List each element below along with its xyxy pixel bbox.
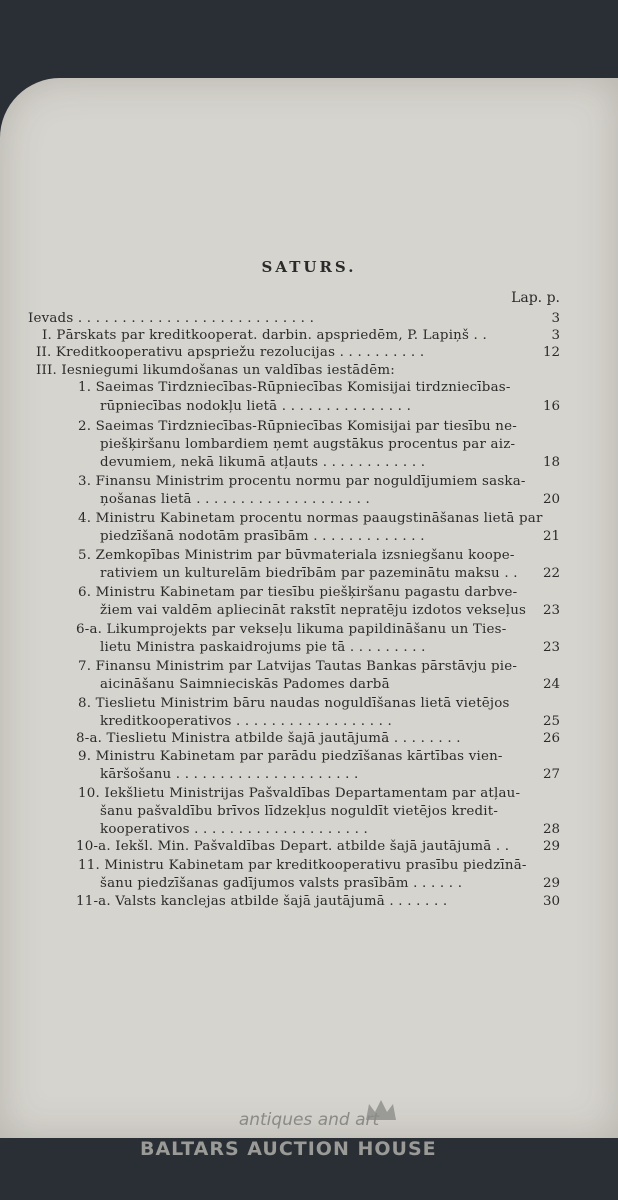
toc-line: 4. Ministru Kabinetam procentu normas paaugstināšanas lietā par: [78, 511, 543, 526]
toc-page-number: 21: [542, 529, 560, 544]
toc-line: 6-a. Likumprojekts par vekseļu likuma papildināšanu un Ties-: [76, 622, 507, 637]
toc-line: šanu pašvaldību brīvos līdzekļus noguldīt vietējos kredit-: [100, 804, 499, 819]
toc-line: kooperativos . . . . . . . . . . . . . . . . . . . .: [100, 822, 368, 837]
toc-line: žiem vai valdēm apliecināt rakstīt nepratēju izdotos vekseļus: [100, 603, 527, 618]
toc-line: 3. Finansu Ministrim procentu normu par noguldījumiem saska-: [78, 474, 526, 489]
watermark-brand: BALTARS AUCTION HOUSE: [140, 1138, 437, 1160]
toc-page-number: 26: [542, 731, 560, 746]
toc-line: 8. Tieslietu Ministrim bāru naudas noguldīšanas lietā vietējos: [78, 696, 510, 711]
toc-line: 2. Saeimas Tirdzniecības-Rūpniecības Komisijai par tiesību ne-: [78, 419, 517, 434]
toc-page-number: 3: [551, 311, 560, 326]
toc-line: Ievads . . . . . . . . . . . . . . . . . . . . . . . . . . .: [28, 311, 315, 326]
toc-line: kāršošanu . . . . . . . . . . . . . . . . . . . . .: [100, 767, 359, 782]
contents-title: SATURS.: [261, 258, 357, 276]
toc-line: 1. Saeimas Tirdzniecības-Rūpniecības Komisijai tirdzniecības-: [78, 380, 511, 395]
toc-page-number: 20: [542, 492, 560, 507]
toc-line: šanu piedzīšanas gadījumos valsts prasībām . . . . . .: [100, 876, 463, 891]
toc-page-number: 30: [542, 894, 560, 909]
toc-page-number: 12: [542, 345, 560, 360]
toc-line: 8-a. Tieslietu Ministra atbilde šajā jautājumā . . . . . . . .: [76, 731, 461, 746]
toc-line: devumiem, nekā likumā atļauts . . . . . . . . . . . .: [100, 455, 426, 470]
toc-line: 6. Ministru Kabinetam par tiesību piešķiršanu pagastu darbve-: [78, 585, 518, 600]
toc-line: lietu Ministra paskaidrojums pie tā . . . . . . . . .: [100, 640, 426, 655]
toc-page-number: 28: [542, 822, 560, 837]
toc-line: I. Pārskats par kreditkooperat. darbin. apspriedēm, P. Lapiņš . .: [42, 328, 487, 343]
toc-line: rūpniecības nodokļu lietā . . . . . . . . . . . . . . .: [100, 399, 412, 414]
toc-page-number: 29: [542, 876, 560, 891]
toc-line: ņošanas lietā . . . . . . . . . . . . . . . . . . . .: [100, 492, 370, 507]
toc-line: 10. Iekšlietu Ministrijas Pašvaldības Departamentam par atļau-: [78, 786, 521, 801]
toc-page-number: 16: [542, 399, 560, 414]
toc-line: 9. Ministru Kabinetam par parādu piedzīšanas kārtības vien-: [78, 749, 503, 764]
toc-page-number: 29: [542, 839, 560, 854]
toc-page-number: 23: [542, 603, 560, 618]
toc-line: rativiem un kulturelām biedrībām par pazeminātu maksu . .: [100, 566, 518, 581]
toc-line: aicināšanu Saimnieciskās Padomes darbā: [100, 677, 390, 692]
toc-line: 7. Finansu Ministrim par Latvijas Tautas Bankas pārstāvju pie-: [78, 659, 518, 674]
toc-line: piešķiršanu lombardiem ņemt augstākus procentus par aiz-: [100, 437, 516, 452]
toc-page-number: 3: [551, 328, 560, 343]
toc-page-number: 27: [542, 767, 560, 782]
toc-line: 10-a. Iekšl. Min. Pašvaldības Depart. atbilde šajā jautājumā . .: [76, 839, 510, 854]
toc-page-number: 22: [542, 566, 560, 581]
toc-line: II. Kreditkooperativu apspriežu rezolucijas . . . . . . . . . .: [36, 345, 425, 360]
watermark-text: antiques and art: [238, 1110, 380, 1130]
toc-line: 5. Zemkopības Ministrim par būvmateriala izsniegšanu koope-: [78, 548, 515, 563]
toc-page-number: 18: [542, 455, 560, 470]
toc-line: kreditkooperativos . . . . . . . . . . . . . . . . . .: [100, 714, 392, 729]
toc-page-number: 25: [542, 714, 560, 729]
toc-line: 11. Ministru Kabinetam par kreditkooperativu prasību piedzīnā-: [78, 858, 527, 873]
toc-page-number: 24: [542, 677, 560, 692]
toc-line: 11-a. Valsts kanclejas atbilde šajā jautājumā . . . . . . .: [76, 894, 448, 909]
toc-line: piedzīšanā nodotām prasībām . . . . . . . . . . . . .: [100, 529, 425, 544]
toc-line: III. Iesniegumi likumdošanas un valdības iestādēm:: [36, 363, 395, 378]
page-column-header: Lap. p.: [511, 290, 560, 306]
toc-page-number: 23: [542, 640, 560, 655]
